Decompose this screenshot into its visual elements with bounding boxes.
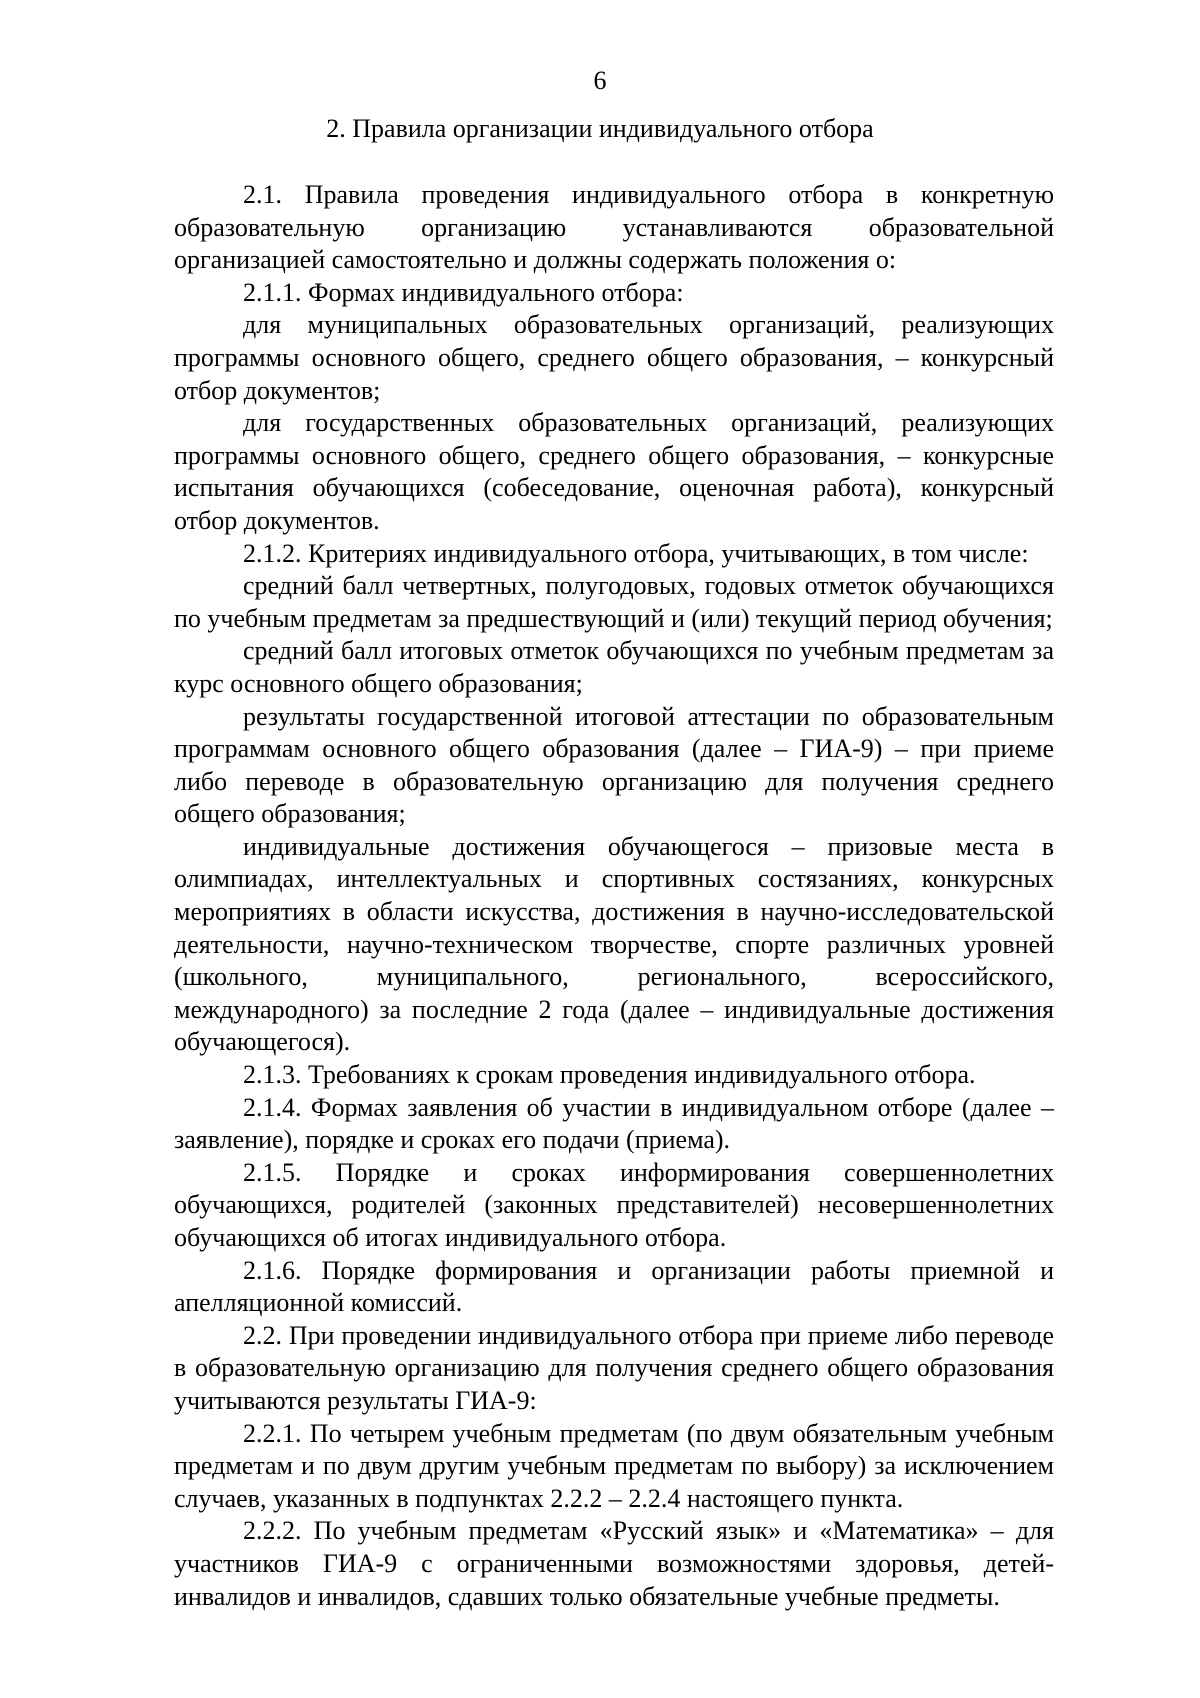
paragraph-gia-results: результаты государственной итоговой аттестации по образовательным программам основного общего образования (далее – ГИА-9) – при приеме либо переводе в образовательную организацию для получения среднего общего образования; bbox=[174, 701, 1054, 829]
section-title: 2. Правила организации индивидуального отбора bbox=[326, 114, 874, 143]
paragraph-2-2-2: 2.2.2. По учебным предметам «Русский язык» и «Математика» – для участников ГИА-9 с ограниченными возможностями здоровья, детей-инвалидов и инвалидов, сдавших только обязательные учебные предметы. bbox=[174, 1516, 1054, 1611]
paragraph-municipal-orgs: для муниципальных образовательных организаций, реализующих программы основного общего, среднего общего образования, – конкурсный отбор документов; bbox=[174, 310, 1054, 405]
paragraph-achievements: индивидуальные достижения обучающегося – призовые места в олимпиадах, интеллектуальных и спортивных состязаниях, конкурсных мероприятиях в области искусства, достижения в научно-исследовательской деятельности, научно-техническом творчестве, спорте различных уровней (школьного, муниципального, регионального, всероссийского, международного) за последние 2 года (далее – индивидуальные достижения обучающегося). bbox=[174, 831, 1054, 1057]
paragraph-2-2-1: 2.2.1. По четырем учебным предметам (по двум обязательным учебным предметам и по двум другим учебным предметам по выбору) за исключением случаев, указанных в подпунктах 2.2.2 – 2.2.4 настоящего пункта. bbox=[174, 1418, 1054, 1513]
paragraph-2-2: 2.2. При проведении индивидуального отбора при приеме либо переводе в образовательную организацию для получения среднего общего образования учитываются результаты ГИА-9: bbox=[174, 1320, 1054, 1415]
paragraph-2-1-6: 2.1.6. Порядке формирования и организации работы приемной и апелляционной комиссий. bbox=[174, 1255, 1054, 1318]
paragraph-2-1-3: 2.1.3. Требованиях к срокам проведения индивидуального отбора. bbox=[243, 1060, 976, 1090]
page-number: 6 bbox=[593, 66, 607, 95]
paragraph-2-1-2: 2.1.2. Критериях индивидуального отбора, учитывающих, в том числе: bbox=[243, 538, 1029, 568]
paragraph-2-1-4: 2.1.4. Формах заявления об участии в индивидуальном отборе (далее – заявление), порядке и сроках его подачи (приема). bbox=[174, 1092, 1054, 1155]
paragraph-2-1-5: 2.1.5. Порядке и сроках информирования совершеннолетних обучающихся, родителей (законных представителей) несовершеннолетних обучающихся об итогах индивидуального отбора. bbox=[174, 1157, 1054, 1252]
paragraph-state-orgs: для государственных образовательных организаций, реализующих программы основного общего, среднего общего образования, – конкурсные испытания обучающихся (собеседование, оценочная работа), конкурсный отбор документов. bbox=[174, 408, 1054, 535]
paragraph-2-1: 2.1. Правила проведения индивидуального отбора в конкретную образовательную организацию устанавливаются образовательной организацией самостоятельно и должны содержать положения о: bbox=[174, 180, 1054, 275]
paragraph-average-marks: средний балл четвертных, полугодовых, годовых отметок обучающихся по учебным предметам за предшествующий и (или) текущий период обучения; bbox=[174, 571, 1054, 633]
paragraph-2-1-1: 2.1.1. Формах индивидуального отбора: bbox=[243, 277, 684, 307]
paragraph-final-marks: средний балл итоговых отметок обучающихся по учебным предметам за курс основного общего образования; bbox=[174, 636, 1054, 698]
document-body bbox=[174, 179, 1054, 1613]
